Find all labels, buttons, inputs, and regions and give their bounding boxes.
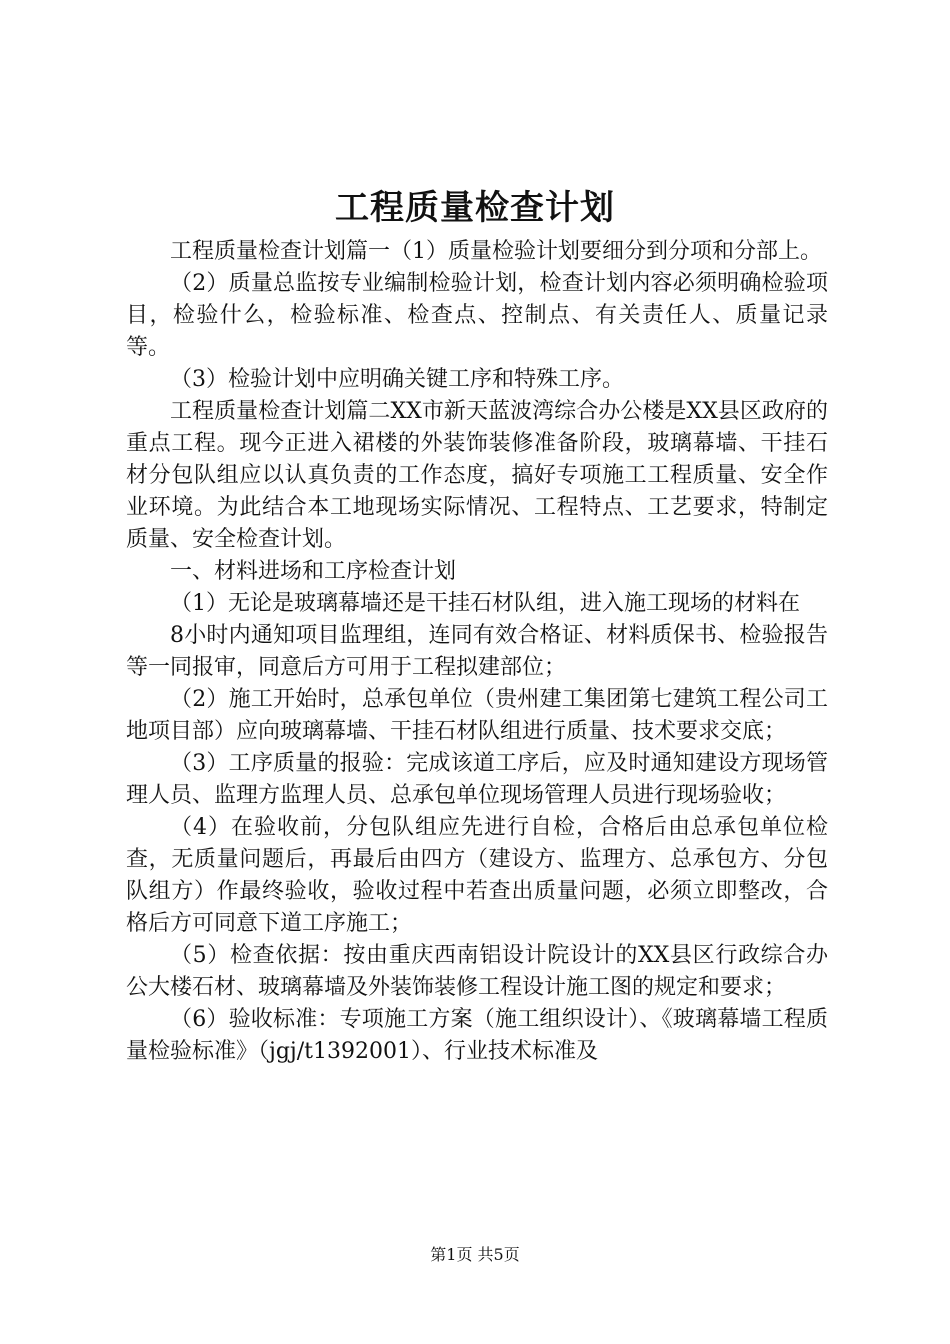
page-footer: 第1页 共5页 <box>430 1245 520 1264</box>
paragraph: （6）验收标准：专项施工方案（施工组织设计）、《玻璃幕墙工程质量检验标准》（jgj/t1392001）、行业技术标准及 <box>126 1007 828 1064</box>
paragraph: 8小时内通知项目监理组，连同有效合格证、材料质保书、检验报告等一同报审，同意后方可用于工程拟建部位； <box>126 623 828 680</box>
document-body <box>126 236 828 1068</box>
paragraph: （4）在验收前，分包队组应先进行自检，合格后由总承包单位检查，无质量问题后，再最后由四方（建设方、监理方、总承包方、分包队组方）作最终验收，验收过程中若查出质量问题，必须立即整改，合格后方可同意下道工序施工； <box>126 815 828 936</box>
paragraph: （2）施工开始时，总承包单位（贵州建工集团第七建筑工程公司工地项目部）应向玻璃幕墙、干挂石材队组进行质量、技术要求交底； <box>126 687 828 744</box>
paragraph: 工程质量检查计划篇一（1）质量检验计划要细分到分项和分部上。 <box>170 239 822 264</box>
paragraph: （1）无论是玻璃幕墙还是干挂石材队组，进入施工现场的材料在 <box>170 591 800 616</box>
paragraph: （3）工序质量的报验：完成该道工序后，应及时通知建设方现场管理人员、监理方监理人员、总承包单位现场管理人员进行现场验收； <box>126 751 828 808</box>
paragraph: （3）检验计划中应明确关键工序和特殊工序。 <box>170 367 624 392</box>
section-heading: 一、材料进场和工序检查计划 <box>170 559 457 584</box>
paragraph: 工程质量检查计划篇二XX市新天蓝波湾综合办公楼是XX县区政府的重点工程。现今正进入裙楼的外装饰装修准备阶段，玻璃幕墙、干挂石材分包队组应以认真负责的工作态度，搞好专项施工工程质量、安全作业环境。为此结合本工地现场实际情况、工程特点、工艺要求，特制定质量、安全检查计划。 <box>126 399 828 552</box>
paragraph: （2）质量总监按专业编制检验计划，检查计划内容必须明确检验项目，检验什么，检验标准、检查点、控制点、有关责任人、质量记录等。 <box>126 271 828 360</box>
document-title: 工程质量检查计划 <box>335 188 615 228</box>
paragraph: （5）检查依据：按由重庆西南铝设计院设计的XX县区行政综合办公大楼石材、玻璃幕墙及外装饰装修工程设计施工图的规定和要求； <box>126 943 828 1000</box>
